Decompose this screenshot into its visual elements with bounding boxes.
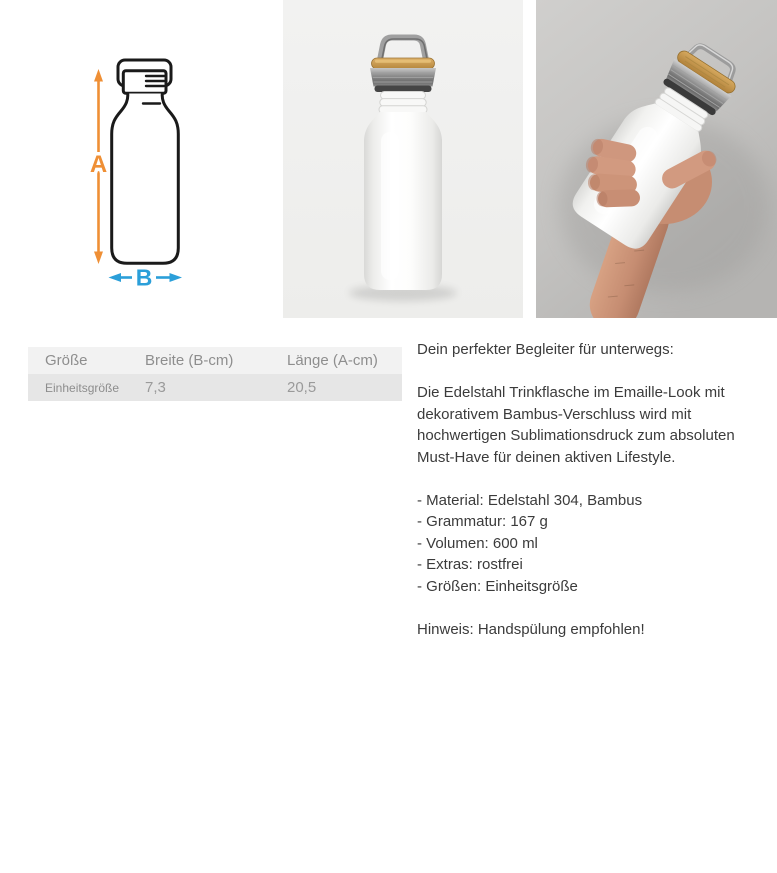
width-arrow [109, 265, 183, 291]
bamboo-highlight [375, 60, 431, 63]
size-name-cell: Einheitsgröße [45, 380, 120, 395]
spec-extras: - Extras: rostfrei [417, 556, 523, 573]
bottle-body [364, 112, 442, 290]
size-table-row [28, 374, 402, 401]
height-arrow [90, 69, 107, 264]
product-photo-studio [283, 0, 523, 318]
description-body: Die Edelstahl Trinkflasche im Emaille-Look mit dekorativem Bambus-Verschluss wird mit hochwertigen Sublimationsdruck zum absoluten Must-Have für deinen aktiven Lifestyle. [417, 384, 735, 466]
column-header-groesse: Größe [45, 352, 88, 369]
height-label: A [89, 151, 108, 178]
spec-grammatur: - Grammatur: 167 g [417, 513, 548, 530]
length-value-cell: 20,5 [287, 379, 317, 396]
spec-volumen: - Volumen: 600 ml [417, 534, 538, 552]
diagram-bottle-outline [112, 94, 179, 264]
column-header-breite: Breite (B-cm) [145, 352, 234, 369]
size-table [28, 347, 402, 401]
spec-list [417, 490, 773, 598]
spec-groessen: - Größen: Einheitsgröße [417, 577, 578, 595]
description-note: Hinweis: Handspülung empfohlen! [417, 620, 645, 638]
product-photo-in-hand [536, 0, 777, 318]
column-header-laenge: Länge (A-cm) [287, 352, 378, 369]
product-description [417, 339, 773, 662]
description-intro: Dein perfekter Begleiter für unterwegs: [417, 341, 674, 358]
bamboo-lid [372, 58, 435, 69]
width-value-cell: 7,3 [145, 379, 166, 396]
width-label: B [135, 264, 153, 291]
spec-material: - Material: Edelstahl 304, Bambus [417, 491, 643, 509]
size-diagram [80, 50, 195, 295]
body-highlight [381, 132, 399, 280]
neck-ridges [379, 92, 427, 114]
size-table-header-row [28, 347, 402, 374]
